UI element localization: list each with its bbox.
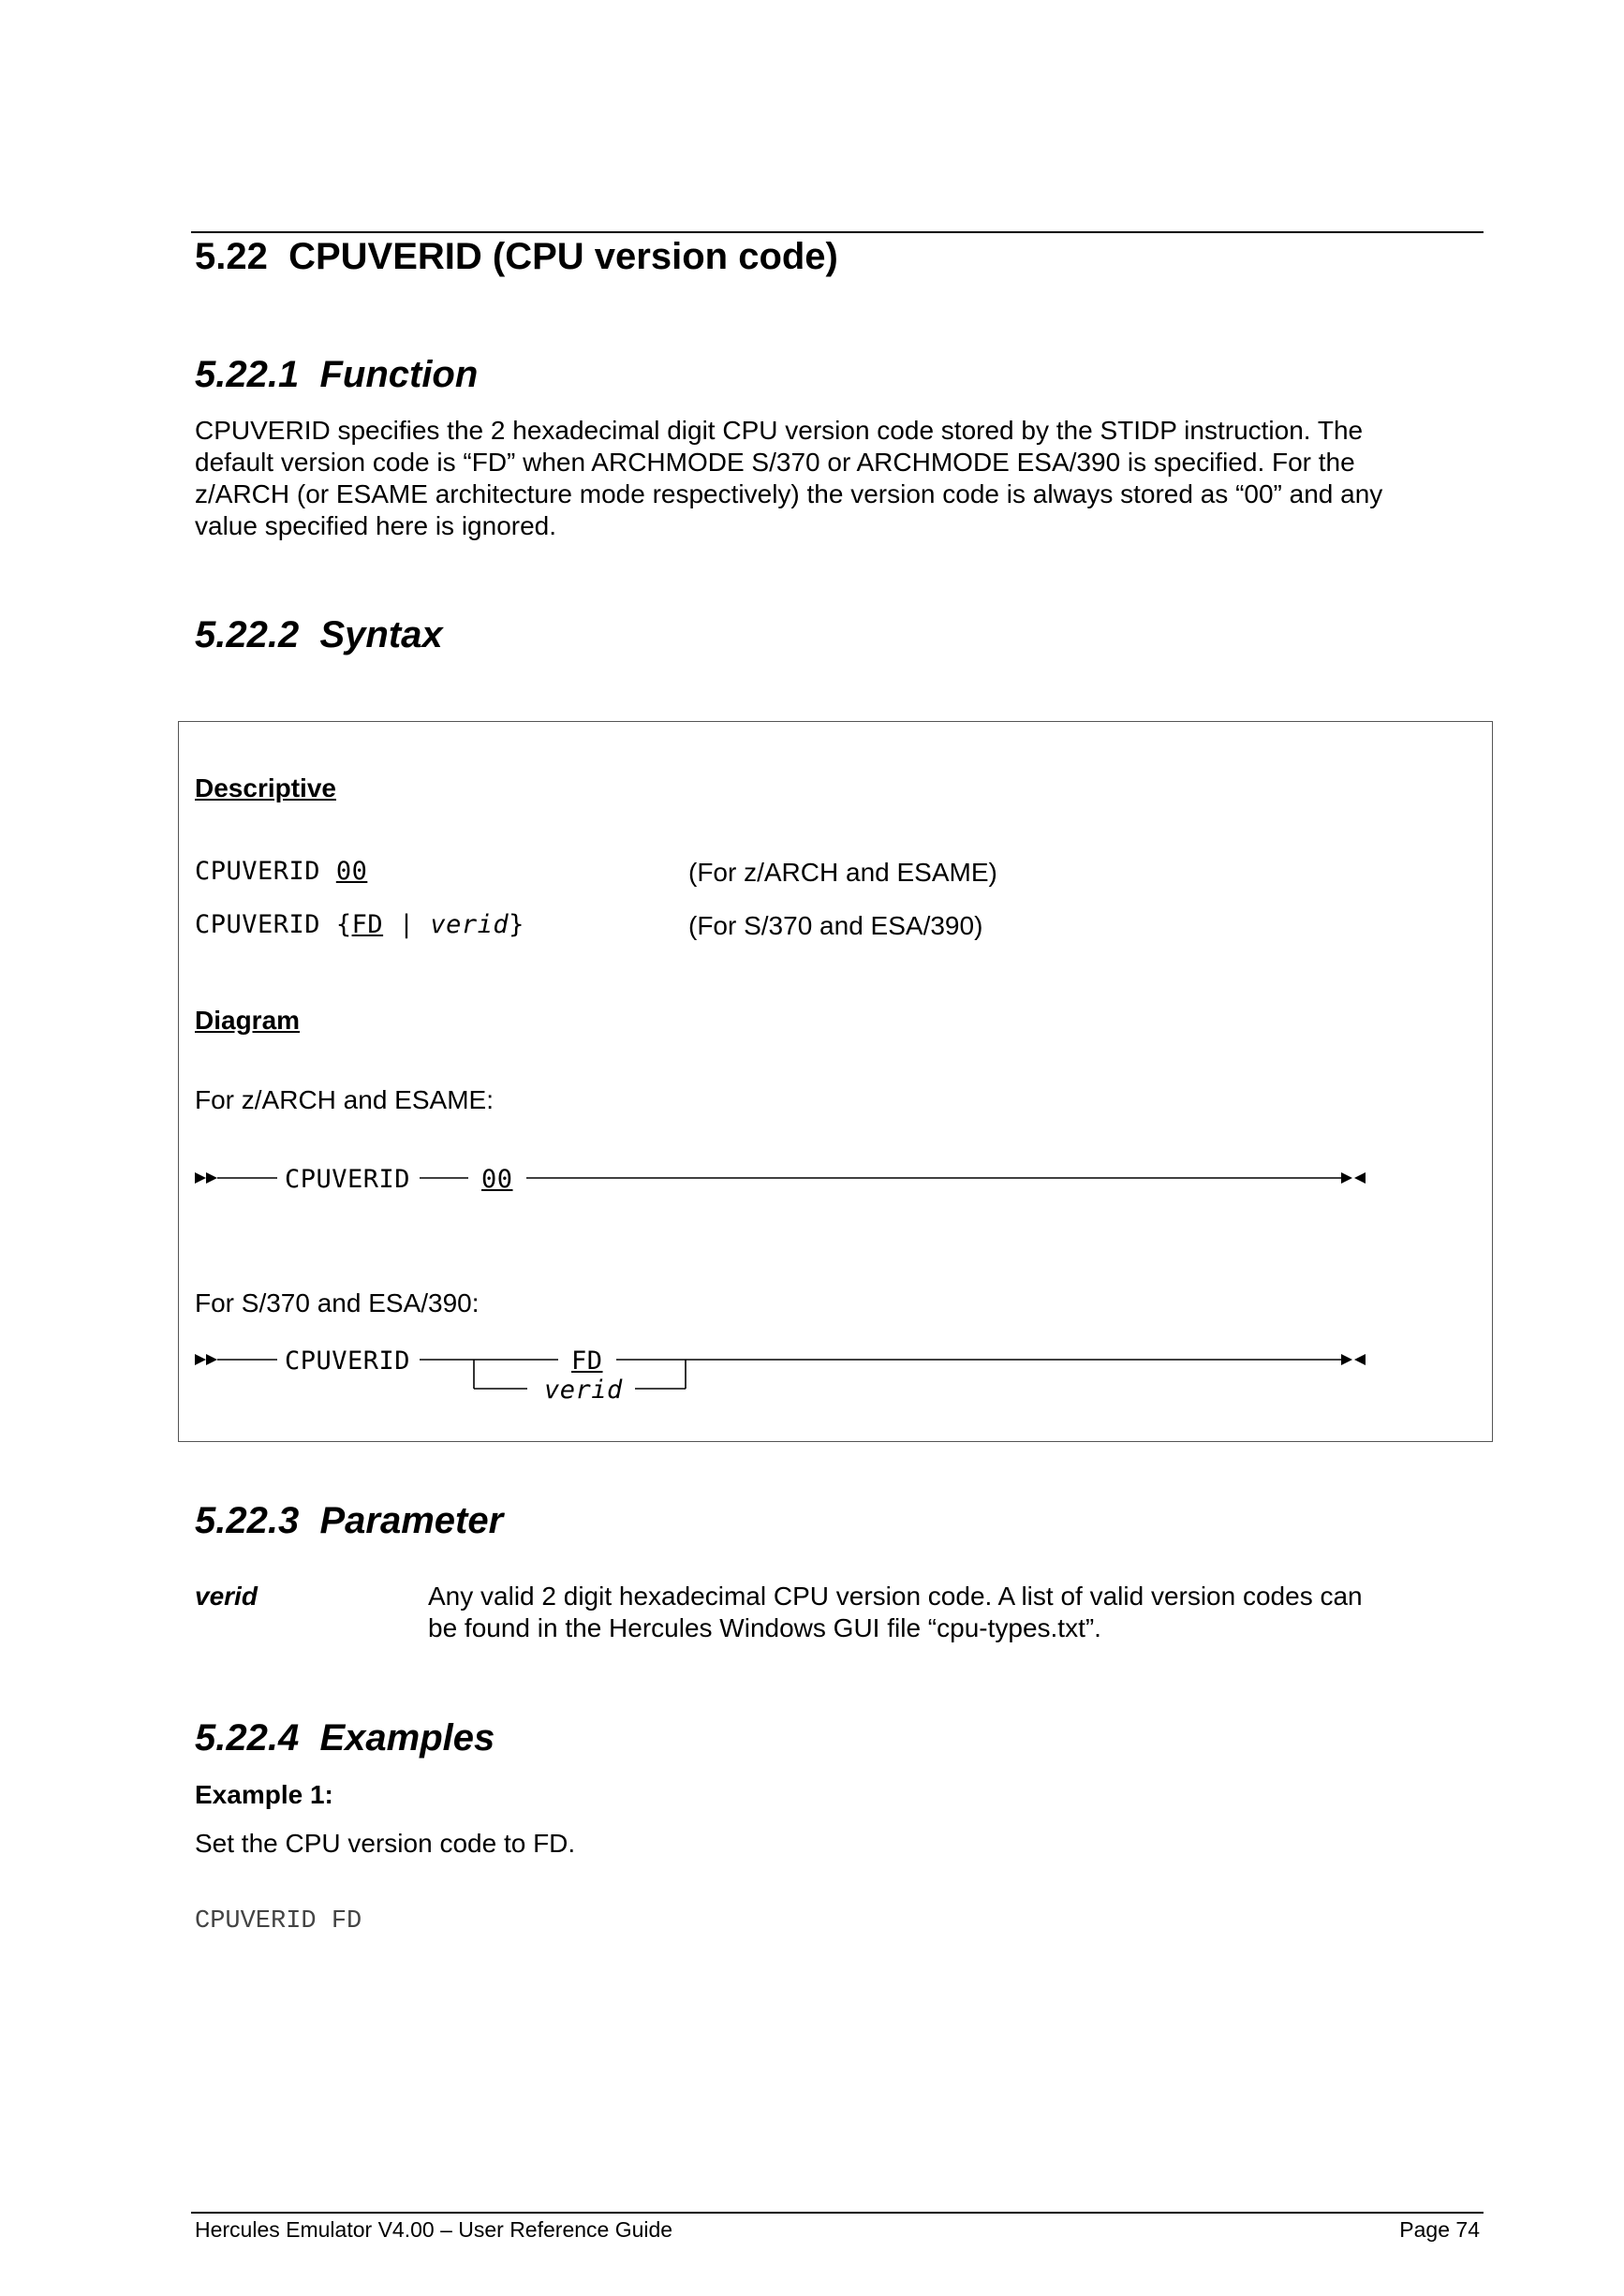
descriptive-note-2: (For S/370 and ESA/390) [688,911,983,940]
parameter-name: verid [195,1582,258,1611]
syntax-heading-title: Syntax [319,614,443,655]
function-line: CPUVERID specifies the 2 hexadecimal digit CPU version code stored by the STIDP instruction. The [195,416,1364,445]
desc2-command: CPUVERID [195,910,321,939]
parameter-heading-title: Parameter [319,1500,504,1541]
examples-heading-number: 5.22.4 [195,1717,300,1759]
desc2-separator: | [398,910,415,939]
desc2-close-brace: } [509,910,524,939]
diagram2-fd: FD [571,1347,603,1376]
start-arrow [195,1172,206,1184]
examples-heading-title: Examples [319,1717,495,1759]
end-arrow [1354,1354,1366,1365]
desc1-command: CPUVERID [195,857,321,886]
function-heading-number: 5.22.1 [195,354,300,395]
syntax-heading-number: 5.22.2 [195,614,300,655]
start-arrow [195,1354,206,1365]
descriptive-note-1: (For z/ARCH and ESAME) [688,858,997,887]
function-line: value specified here is ignored. [195,511,557,540]
diagram2-command: CPUVERID [285,1347,411,1376]
diagram2-caption: For S/370 and ESA/390: [195,1288,480,1317]
desc1-value: 00 [335,857,368,886]
end-arrow [1354,1172,1366,1184]
parameter-line: be found in the Hercules Windows GUI file “cpu-types.txt”. [428,1613,1101,1642]
start-arrow [206,1354,217,1365]
examples-heading [195,1717,495,1759]
example1-label: Example 1: [195,1780,333,1809]
start-arrow [206,1172,217,1184]
parameter-heading-number: 5.22.3 [195,1500,300,1541]
footer-left: Hercules Emulator V4.00 – User Reference Guide [195,2217,673,2242]
end-arrow [1341,1172,1352,1184]
section-number: 5.22 [195,236,268,277]
example1-text: Set the CPU version code to FD. [195,1829,576,1858]
diagram1-command: CPUVERID [285,1165,411,1194]
parameter-line: Any valid 2 digit hexadecimal CPU version code. A list of valid version codes can [428,1582,1363,1611]
footer-right: Page 74 [1399,2217,1480,2242]
desc2-fd: FD [351,910,384,939]
example1-code: CPUVERID FD [195,1907,362,1935]
function-line: default version code is “FD” when ARCHMODE S/370 or ARCHMODE ESA/390 is specified. For the [195,448,1355,477]
end-arrow [1341,1354,1352,1365]
parameter-description [428,1581,1486,1644]
function-line: z/ARCH (or ESAME architecture mode respectively) the version code is always stored as “00” and any [195,479,1383,508]
diagram1-value: 00 [481,1165,513,1194]
desc2-verid: verid [430,910,509,939]
function-heading-title: Function [319,354,479,395]
descriptive-label: Descriptive [195,773,336,802]
diagram1-caption: For z/ARCH and ESAME: [195,1085,494,1114]
footer-rule [191,2212,1484,2214]
desc2-open-brace: { [335,910,352,939]
diagram2-verid: verid [544,1376,623,1405]
parameter-heading [195,1500,503,1542]
section-title-text: CPUVERID (CPU version code) [288,236,838,277]
diagram-label: Diagram [195,1006,301,1035]
